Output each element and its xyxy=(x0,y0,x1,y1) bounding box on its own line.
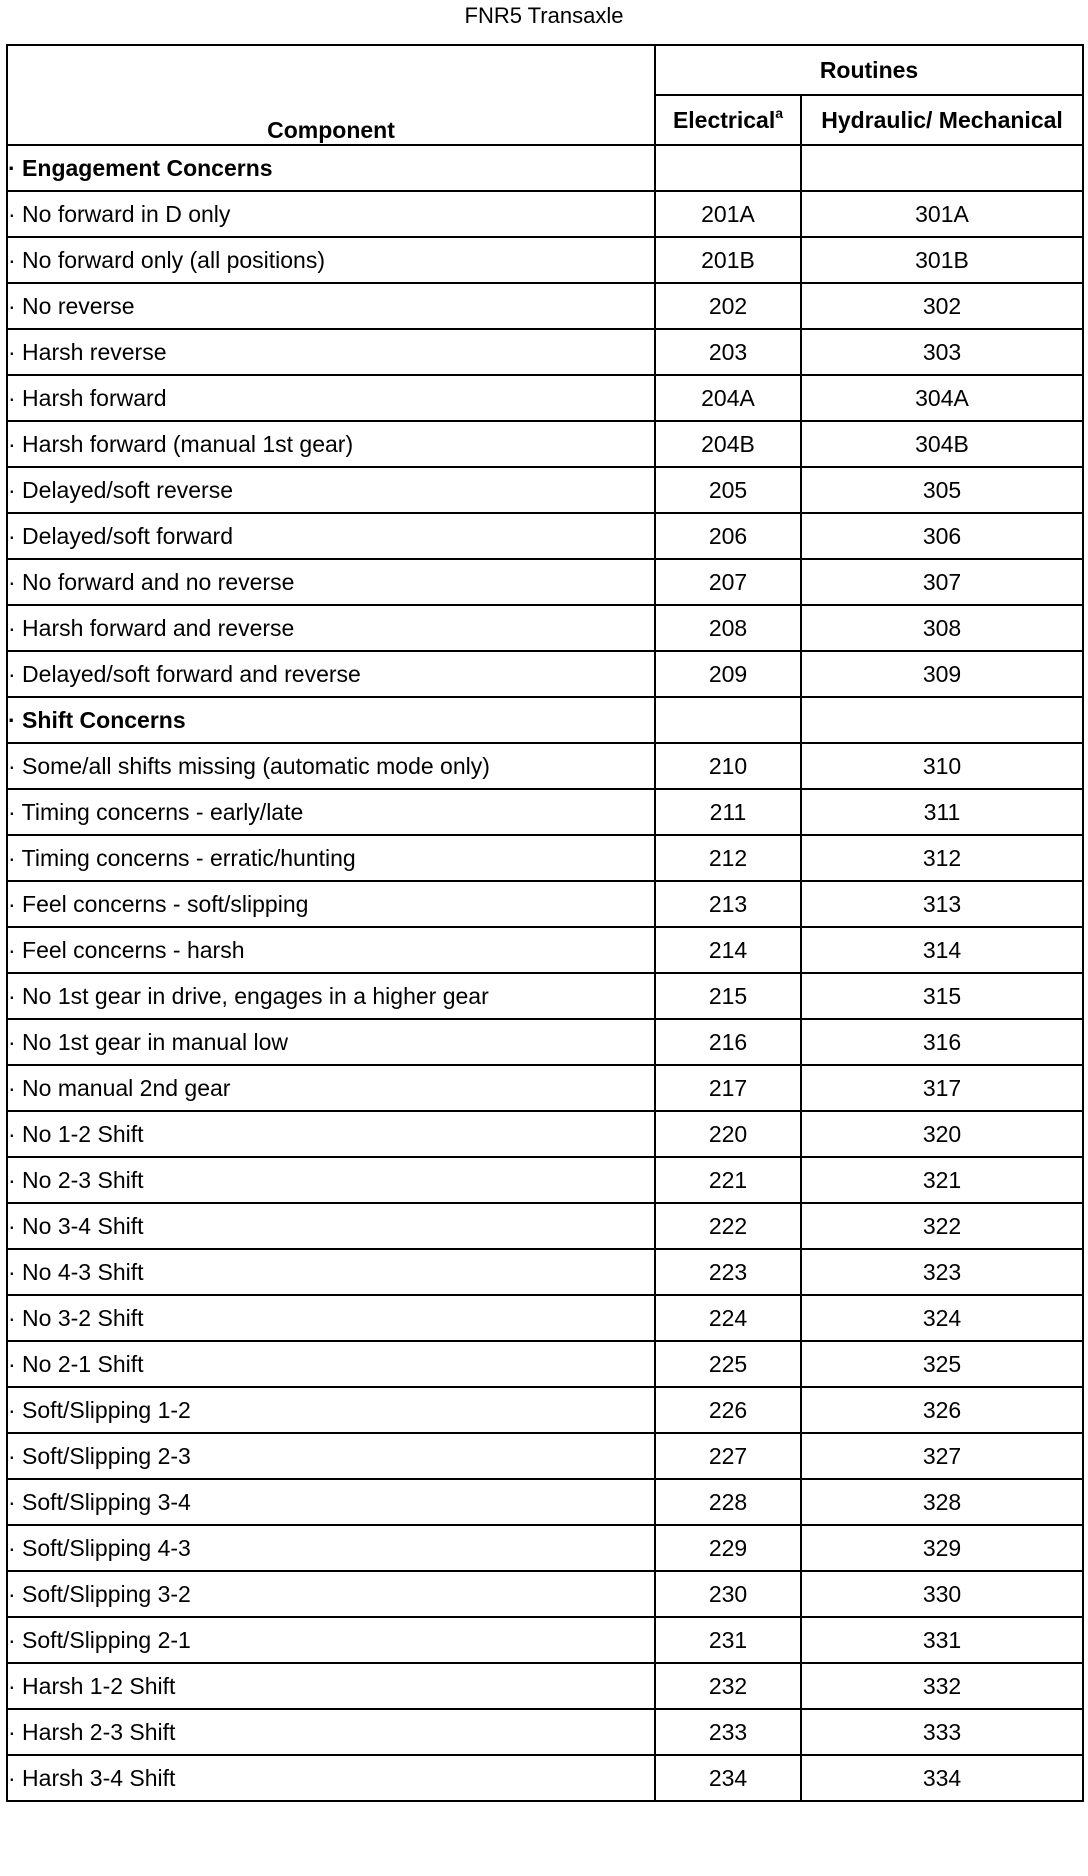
hydraulic-cell: 310 xyxy=(801,743,1083,789)
table-row xyxy=(7,835,1083,881)
hydraulic-cell: 301A xyxy=(801,191,1083,237)
table-row xyxy=(7,605,1083,651)
table-row xyxy=(7,1065,1083,1111)
component-cell: · Soft/Slipping 1-2 xyxy=(7,1387,655,1433)
header-component: Component xyxy=(7,45,655,145)
hydraulic-cell: 304A xyxy=(801,375,1083,421)
table-row xyxy=(7,743,1083,789)
electrical-cell: 208 xyxy=(655,605,801,651)
electrical-cell: 205 xyxy=(655,467,801,513)
table-row xyxy=(7,559,1083,605)
hydraulic-cell: 317 xyxy=(801,1065,1083,1111)
electrical-cell: 231 xyxy=(655,1617,801,1663)
footnote-marker: a xyxy=(775,104,784,121)
electrical-cell: 214 xyxy=(655,927,801,973)
component-cell: · No 2-3 Shift xyxy=(7,1157,655,1203)
section-row xyxy=(7,697,1083,743)
hydraulic-cell: 321 xyxy=(801,1157,1083,1203)
component-cell: · Harsh forward xyxy=(7,375,655,421)
component-cell: · No reverse xyxy=(7,283,655,329)
electrical-cell: 201A xyxy=(655,191,801,237)
electrical-cell: 212 xyxy=(655,835,801,881)
component-cell: · Harsh reverse xyxy=(7,329,655,375)
component-cell: · No 2-1 Shift xyxy=(7,1341,655,1387)
table-row xyxy=(7,1663,1083,1709)
header-routines: Routines xyxy=(655,45,1083,95)
table-row xyxy=(7,283,1083,329)
electrical-cell: 220 xyxy=(655,1111,801,1157)
table-row xyxy=(7,237,1083,283)
hydraulic-cell: 313 xyxy=(801,881,1083,927)
electrical-cell: 224 xyxy=(655,1295,801,1341)
component-cell: · No 3-2 Shift xyxy=(7,1295,655,1341)
component-cell: · Some/all shifts missing (automatic mode only) xyxy=(7,743,655,789)
header-hydraulic-mechanical: Hydraulic/ Mechanical xyxy=(801,95,1083,145)
electrical-cell: 229 xyxy=(655,1525,801,1571)
table-body xyxy=(7,145,1083,1801)
component-cell: · Delayed/soft forward xyxy=(7,513,655,559)
hydraulic-cell: 305 xyxy=(801,467,1083,513)
table-row xyxy=(7,651,1083,697)
hydraulic-cell: 309 xyxy=(801,651,1083,697)
hydraulic-cell: 323 xyxy=(801,1249,1083,1295)
electrical-cell: 222 xyxy=(655,1203,801,1249)
table-row xyxy=(7,421,1083,467)
component-cell: · Soft/Slipping 3-2 xyxy=(7,1571,655,1617)
electrical-cell: 209 xyxy=(655,651,801,697)
electrical-cell: 203 xyxy=(655,329,801,375)
table-row xyxy=(7,1203,1083,1249)
component-cell: · No 1st gear in drive, engages in a higher gear xyxy=(7,973,655,1019)
component-cell: · No 3-4 Shift xyxy=(7,1203,655,1249)
table-row xyxy=(7,1755,1083,1801)
table-row xyxy=(7,927,1083,973)
component-cell: · Harsh 2-3 Shift xyxy=(7,1709,655,1755)
document-title: FNR5 Transaxle xyxy=(464,3,624,28)
table-row xyxy=(7,1341,1083,1387)
table-row xyxy=(7,789,1083,835)
table-row xyxy=(7,1571,1083,1617)
routines-table xyxy=(6,44,1084,1802)
component-cell: · Shift Concerns xyxy=(7,697,655,743)
hydraulic-cell: 301B xyxy=(801,237,1083,283)
component-cell: · No 1-2 Shift xyxy=(7,1111,655,1157)
table-row xyxy=(7,1387,1083,1433)
hydraulic-cell: 314 xyxy=(801,927,1083,973)
hydraulic-cell: 316 xyxy=(801,1019,1083,1065)
component-cell: · No 4-3 Shift xyxy=(7,1249,655,1295)
hydraulic-cell: 315 xyxy=(801,973,1083,1019)
hydraulic-cell: 333 xyxy=(801,1709,1083,1755)
component-cell: · Harsh forward (manual 1st gear) xyxy=(7,421,655,467)
component-cell: · No forward only (all positions) xyxy=(7,237,655,283)
hydraulic-cell: 329 xyxy=(801,1525,1083,1571)
hydraulic-cell xyxy=(801,697,1083,743)
hydraulic-cell: 331 xyxy=(801,1617,1083,1663)
table-row xyxy=(7,1433,1083,1479)
hydraulic-cell: 311 xyxy=(801,789,1083,835)
hydraulic-cell: 334 xyxy=(801,1755,1083,1801)
electrical-cell: 211 xyxy=(655,789,801,835)
hydraulic-cell: 330 xyxy=(801,1571,1083,1617)
header-electrical xyxy=(655,95,801,145)
electrical-cell: 204A xyxy=(655,375,801,421)
component-cell: · Timing concerns - early/late xyxy=(7,789,655,835)
table-row xyxy=(7,191,1083,237)
hydraulic-cell: 304B xyxy=(801,421,1083,467)
table-row xyxy=(7,1249,1083,1295)
component-cell: · Harsh 1-2 Shift xyxy=(7,1663,655,1709)
electrical-cell: 225 xyxy=(655,1341,801,1387)
hydraulic-cell: 326 xyxy=(801,1387,1083,1433)
electrical-cell: 228 xyxy=(655,1479,801,1525)
electrical-cell: 227 xyxy=(655,1433,801,1479)
component-cell: · Harsh 3-4 Shift xyxy=(7,1755,655,1801)
electrical-cell: 216 xyxy=(655,1019,801,1065)
table-row xyxy=(7,467,1083,513)
table-row xyxy=(7,1525,1083,1571)
component-cell: · Soft/Slipping 2-3 xyxy=(7,1433,655,1479)
hydraulic-cell: 308 xyxy=(801,605,1083,651)
hydraulic-cell: 302 xyxy=(801,283,1083,329)
hydraulic-cell: 306 xyxy=(801,513,1083,559)
hydraulic-cell: 332 xyxy=(801,1663,1083,1709)
table-row xyxy=(7,881,1083,927)
electrical-cell: 207 xyxy=(655,559,801,605)
electrical-cell: 234 xyxy=(655,1755,801,1801)
electrical-cell: 202 xyxy=(655,283,801,329)
electrical-cell: 206 xyxy=(655,513,801,559)
component-cell: · Soft/Slipping 3-4 xyxy=(7,1479,655,1525)
section-row xyxy=(7,145,1083,191)
electrical-cell: 210 xyxy=(655,743,801,789)
table-row xyxy=(7,973,1083,1019)
electrical-cell: 221 xyxy=(655,1157,801,1203)
hydraulic-cell: 328 xyxy=(801,1479,1083,1525)
electrical-cell: 217 xyxy=(655,1065,801,1111)
table-row xyxy=(7,1617,1083,1663)
electrical-cell: 213 xyxy=(655,881,801,927)
table-row xyxy=(7,375,1083,421)
header-electrical-label: Electrical xyxy=(672,106,776,133)
hydraulic-cell: 303 xyxy=(801,329,1083,375)
electrical-cell: 226 xyxy=(655,1387,801,1433)
electrical-cell: 204B xyxy=(655,421,801,467)
table-row xyxy=(7,1709,1083,1755)
component-cell: · No manual 2nd gear xyxy=(7,1065,655,1111)
component-cell: · No 1st gear in manual low xyxy=(7,1019,655,1065)
component-cell: · No forward in D only xyxy=(7,191,655,237)
electrical-cell: 215 xyxy=(655,973,801,1019)
table-header xyxy=(7,45,1083,145)
hydraulic-cell: 324 xyxy=(801,1295,1083,1341)
table-row xyxy=(7,1157,1083,1203)
hydraulic-cell: 322 xyxy=(801,1203,1083,1249)
hydraulic-cell xyxy=(801,145,1083,191)
table-row xyxy=(7,513,1083,559)
electrical-cell: 201B xyxy=(655,237,801,283)
component-cell: · Engagement Concerns xyxy=(7,145,655,191)
hydraulic-cell: 312 xyxy=(801,835,1083,881)
hydraulic-cell: 307 xyxy=(801,559,1083,605)
table-row xyxy=(7,1111,1083,1157)
table-row xyxy=(7,1479,1083,1525)
hydraulic-cell: 320 xyxy=(801,1111,1083,1157)
hydraulic-cell: 327 xyxy=(801,1433,1083,1479)
electrical-cell: 233 xyxy=(655,1709,801,1755)
table-row xyxy=(7,1019,1083,1065)
electrical-cell xyxy=(655,145,801,191)
table-row xyxy=(7,329,1083,375)
hydraulic-cell: 325 xyxy=(801,1341,1083,1387)
component-cell: · Delayed/soft forward and reverse xyxy=(7,651,655,697)
component-cell: · Soft/Slipping 2-1 xyxy=(7,1617,655,1663)
electrical-cell: 230 xyxy=(655,1571,801,1617)
component-cell: · Timing concerns - erratic/hunting xyxy=(7,835,655,881)
electrical-cell: 223 xyxy=(655,1249,801,1295)
component-cell: · Delayed/soft reverse xyxy=(7,467,655,513)
electrical-cell: 232 xyxy=(655,1663,801,1709)
table-row xyxy=(7,1295,1083,1341)
component-cell: · Feel concerns - harsh xyxy=(7,927,655,973)
component-cell: · No forward and no reverse xyxy=(7,559,655,605)
component-cell: · Harsh forward and reverse xyxy=(7,605,655,651)
component-cell: · Feel concerns - soft/slipping xyxy=(7,881,655,927)
component-cell: · Soft/Slipping 4-3 xyxy=(7,1525,655,1571)
electrical-cell xyxy=(655,697,801,743)
